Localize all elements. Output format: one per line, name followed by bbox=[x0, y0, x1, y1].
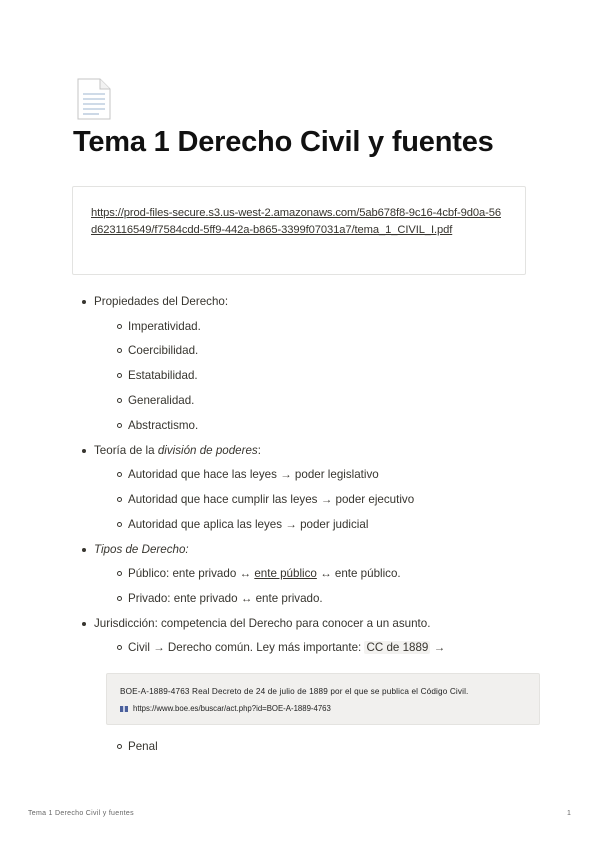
list-item: Generalidad. bbox=[94, 389, 530, 414]
list-item-jurisdiccion bbox=[80, 612, 530, 760]
boe-favicon-icon bbox=[120, 706, 128, 712]
jurisdiccion-sublist-2 bbox=[94, 735, 530, 760]
list-item-division bbox=[80, 439, 530, 538]
division-sublist bbox=[94, 463, 530, 537]
file-link[interactable]: https://prod-files-secure.s3.us-west-2.amazonaws.com/5ab678f8-9c16-4cbf-9d0a-56d623116549/f7584cdd-5ff9-442a-b865-3399f07031a7/tema_1_CIVIL_I.pdf bbox=[91, 207, 501, 236]
division-emphasis: división de poderes bbox=[157, 443, 258, 457]
publico-suffix: ↔ ente público. bbox=[316, 567, 401, 581]
cc-code: CC de 1889 bbox=[366, 641, 429, 655]
footer-title: Tema 1 Derecho Civil y fuentes bbox=[28, 810, 134, 817]
page-title: Tema 1 Derecho Civil y fuentes bbox=[73, 126, 494, 158]
list-item: Imperatividad. bbox=[94, 315, 530, 340]
list-item: Autoridad que aplica las leyes → poder judicial bbox=[94, 513, 530, 538]
ente-publico-link[interactable]: ente público bbox=[254, 567, 317, 581]
civil-suffix: → bbox=[430, 641, 446, 655]
boe-bookmark[interactable] bbox=[106, 673, 540, 725]
list-item-penal: Penal bbox=[94, 735, 530, 760]
list-item-privado: Privado: ente privado ↔ ente privado. bbox=[94, 587, 530, 612]
list-item: Autoridad que hace las leyes → poder legislativo bbox=[94, 463, 530, 488]
propiedades-sublist bbox=[94, 315, 530, 439]
bookmark-url-row bbox=[120, 704, 527, 714]
division-suffix: : bbox=[257, 443, 261, 457]
list-item: Estatabilidad. bbox=[94, 364, 530, 389]
footer-page-number: 1 bbox=[567, 810, 571, 817]
main-list bbox=[80, 290, 530, 760]
civil-prefix: Civil → Derecho común. Ley más importante: bbox=[128, 641, 365, 655]
document-icon bbox=[74, 78, 114, 120]
list-item-publico bbox=[94, 562, 530, 587]
propiedades-label: Propiedades del Derecho: bbox=[94, 295, 229, 308]
list-item: Abstractismo. bbox=[94, 414, 530, 439]
division-prefix: Teoría de la bbox=[94, 443, 158, 457]
file-link-block bbox=[72, 186, 526, 275]
tipos-sublist bbox=[94, 562, 530, 612]
bookmark-url[interactable]: https://www.boe.es/buscar/act.php?id=BOE-A-1889-4763 bbox=[133, 704, 331, 714]
list-item: Autoridad que hace cumplir las leyes → poder ejecutivo bbox=[94, 488, 530, 513]
tipos-label: Tipos de Derecho: bbox=[94, 542, 189, 556]
publico-prefix: Público: ente privado ↔ bbox=[128, 567, 255, 581]
list-item-tipos bbox=[80, 538, 530, 612]
list-item: Coercibilidad. bbox=[94, 339, 530, 364]
jurisdiccion-sublist bbox=[94, 636, 530, 661]
bookmark-title: BOE-A-1889-4763 Real Decreto de 24 de julio de 1889 por el que se publica el Código Civil. bbox=[120, 687, 469, 697]
list-item-civil bbox=[94, 636, 530, 661]
jurisdiccion-label: Jurisdicción: competencia del Derecho para conocer a un asunto. bbox=[94, 616, 431, 630]
page-content bbox=[80, 290, 530, 760]
list-item-propiedades bbox=[80, 290, 530, 439]
